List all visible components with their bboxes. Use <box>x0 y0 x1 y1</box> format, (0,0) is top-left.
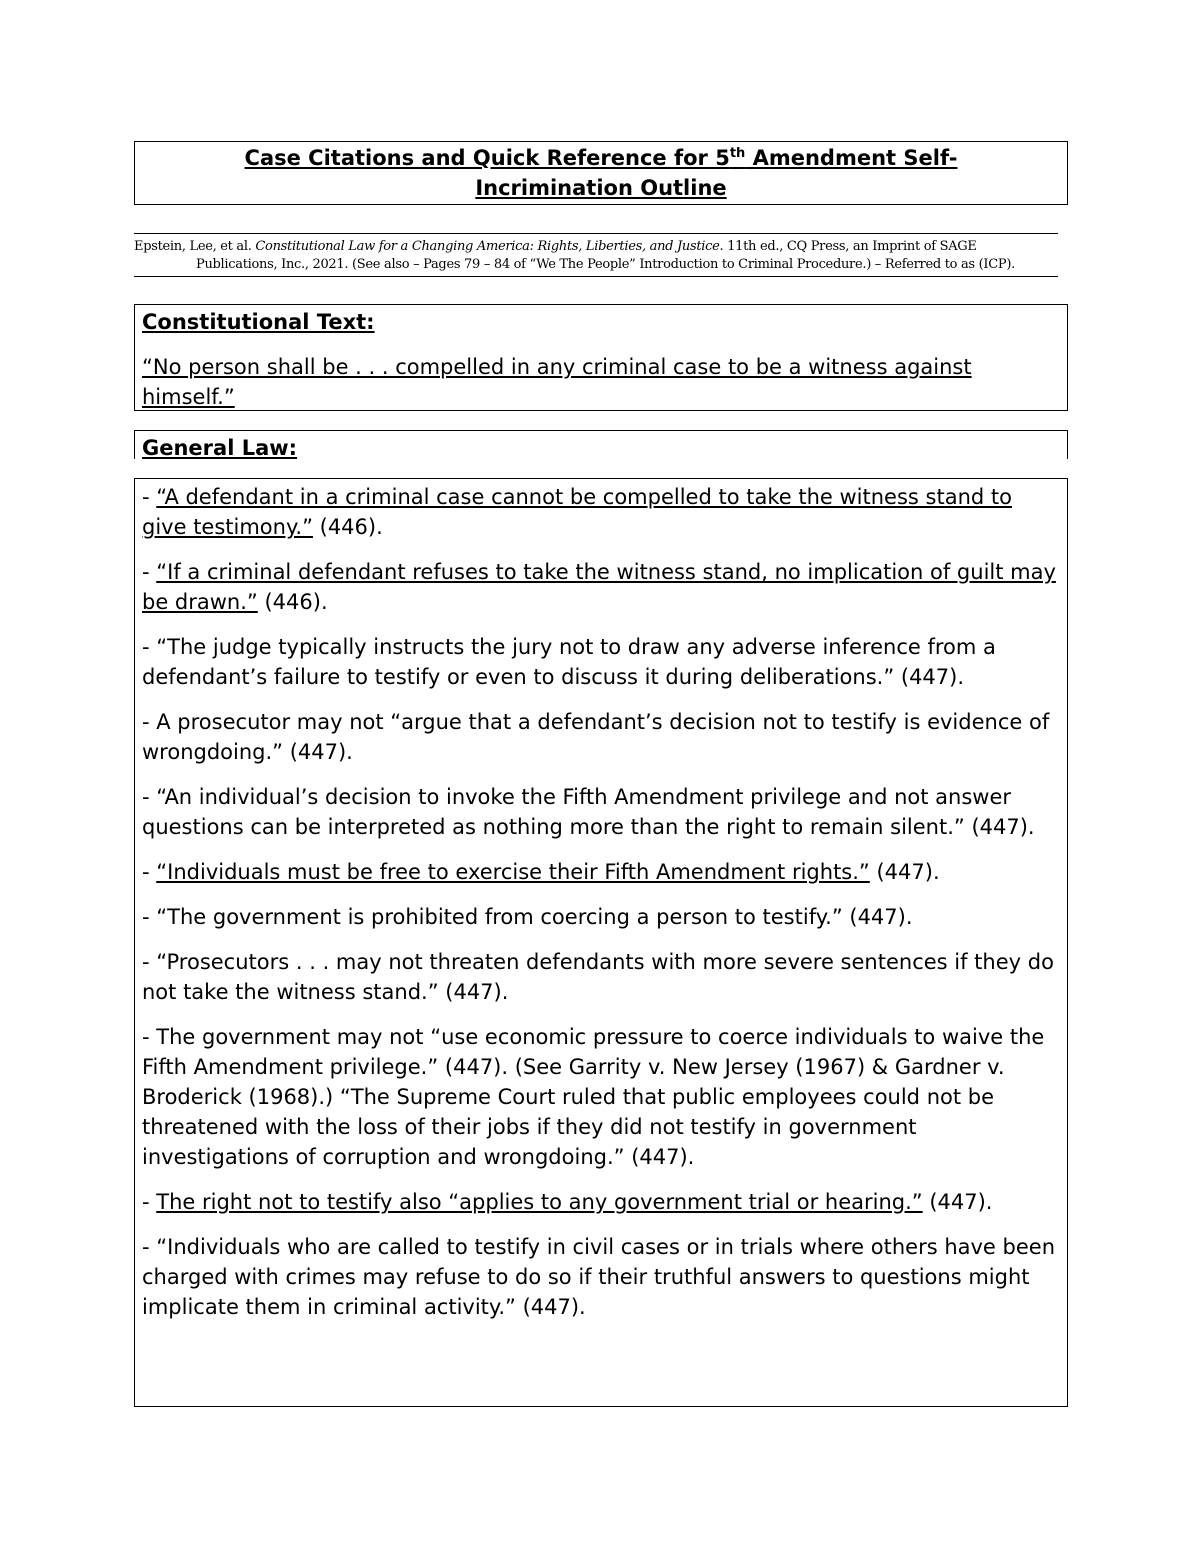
title-line-2: Incrimination Outline <box>475 176 727 200</box>
rule-item: - “An individual’s decision to invoke the Fifth Amendment privilege and not answer questions can be interpreted as nothing more than the right to remain silent.” (447). <box>142 785 1035 839</box>
general-law-rules-box <box>134 478 1068 1407</box>
general-law-heading-box <box>134 430 1068 459</box>
rule-item: - “Individuals must be free to exercise their Fifth Amendment rights.” (447). <box>142 860 940 884</box>
title-line-1-text: Case Citations and Quick Reference for 5 <box>244 146 730 170</box>
rule-item: - “Prosecutors . . . may not threaten defendants with more severe sentences if they do not take the witness stand.” (447). <box>142 950 1054 1004</box>
rule-item: - “A defendant in a criminal case cannot be compelled to take the witness stand to give testimony.” (446). <box>142 485 1012 539</box>
constitutional-text-heading: Constitutional Text: <box>142 310 375 334</box>
title-line-1 <box>135 143 1067 173</box>
rule-item: - “Individuals who are called to testify in civil cases or in trials where others have been charged with crimes may refuse to do so if their truthful answers to questions might implicate them in criminal activity.” (447). <box>142 1235 1056 1319</box>
rule-item: - “The government is prohibited from coercing a person to testify.” (447). <box>142 905 913 929</box>
constitutional-quote: “No person shall be . . . compelled in any criminal case to be a witness against himself.” <box>142 355 972 409</box>
rule-item: - “The judge typically instructs the jury not to draw any adverse inference from a defendant’s failure to testify or even to discuss it during deliberations.” (447). <box>142 635 996 689</box>
title-superscript: th <box>729 146 746 161</box>
title-line-1-end: Amendment Self- <box>745 146 958 170</box>
rule-item: - “If a criminal defendant refuses to take the witness stand, no implication of guilt may be drawn.” (446). <box>142 560 1056 614</box>
constitutional-text-box <box>134 304 1068 411</box>
rule-item: - The government may not “use economic pressure to coerce individuals to waive the Fifth Amendment privilege.” (447). (See Garrity v. New Jersey (1967) & Gardner v. Broderick (1968).) “The Supreme Court ruled that public employees could not be threatened with the loss of their jobs if they did not testify in government investigations of corruption and wrongdoing.” (447). <box>142 1025 1045 1169</box>
citation-edition: . 11th ed., CQ Press, an Imprint of SAGE <box>719 239 977 254</box>
citation-line-2: Publications, Inc., 2021. (See also – Pages 79 – 84 of “We The People” Introduction to Criminal Procedure.) – Referred to as (ICP). <box>196 257 1015 272</box>
document-title-box <box>134 141 1068 205</box>
rule-item: - The right not to testify also “applies to any government trial or hearing.” (447). <box>142 1190 993 1214</box>
citation-book-title: Constitutional Law for a Changing America: Rights, Liberties, and Justice <box>255 239 720 254</box>
citation-authors: Epstein, Lee, et al. <box>134 239 256 254</box>
book-citation <box>134 233 1058 277</box>
rule-item: - A prosecutor may not “argue that a defendant’s decision not to testify is evidence of wrongdoing.” (447). <box>142 710 1050 764</box>
general-law-heading: General Law: <box>142 436 298 460</box>
